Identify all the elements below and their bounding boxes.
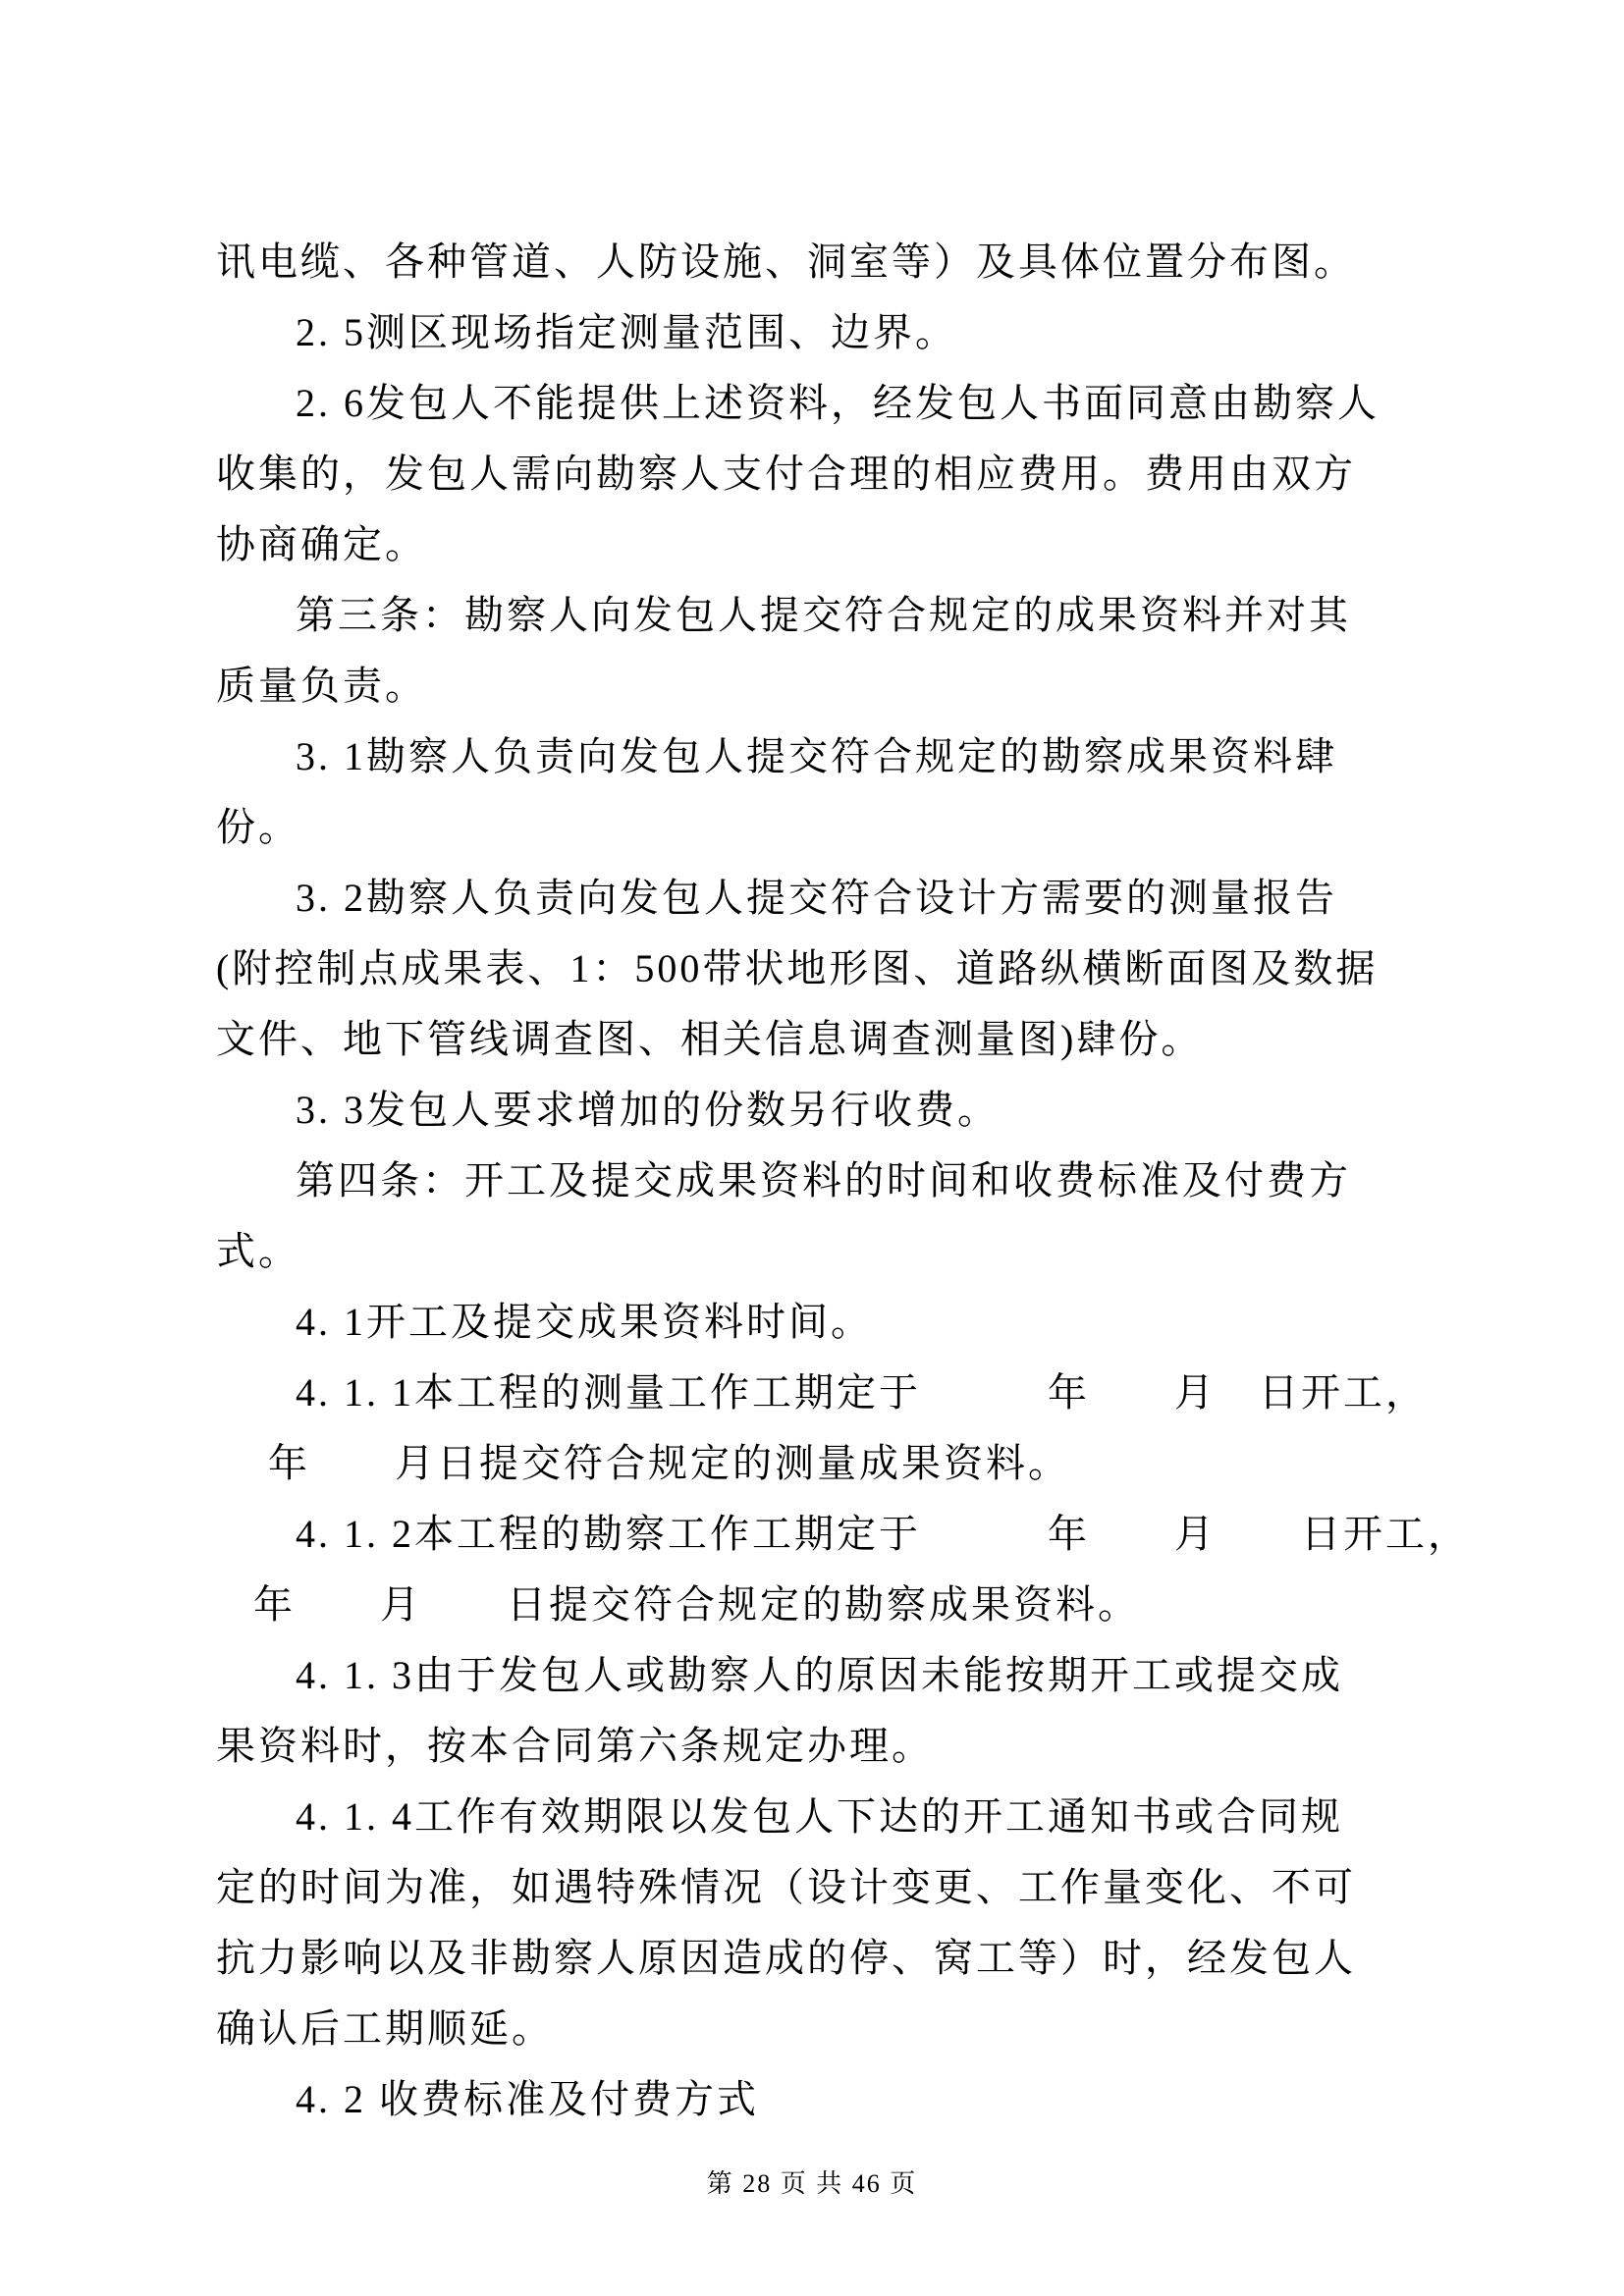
text-line: 4. 1. 2本工程的勘察工作工期定于 年 月 日开工， [296, 1512, 1470, 1556]
text-line: 4. 2 收费标准及付费方式 [296, 2077, 759, 2121]
text-line: (附控制点成果表、1：500带状地形图、道路纵横断面图及数据 [216, 946, 1379, 990]
page-number-text: 第 28 页 共 46 页 [706, 2169, 918, 2198]
text-line: 收集的，发包人需向勘察人支付合理的相应费用。费用由双方 [216, 452, 1356, 496]
text-line: 文件、地下管线调查图、相关信息调查测量图)肆份。 [216, 1017, 1204, 1061]
text-line: 协商确定。 [216, 522, 427, 566]
text-line: 果资料时，按本合同第六条规定办理。 [216, 1724, 934, 1768]
text-line: 3. 3发包人要求增加的份数另行收费。 [296, 1088, 1000, 1132]
text-line: 2. 5测区现场指定测量范围、边界。 [296, 310, 957, 354]
page-footer [0, 2163, 1624, 2200]
text-line: 年 月日提交符合规定的测量成果资料。 [268, 1441, 1070, 1485]
text-line: 2. 6发包人不能提供上述资料，经发包人书面同意由勘察人 [296, 381, 1380, 425]
text-line: 确认后工期顺延。 [216, 2006, 554, 2051]
text-line: 定的时间为准，如遇特殊情况（设计变更、工作量变化、不可 [216, 1865, 1356, 1909]
text-line: 4. 1. 4工作有效期限以发包人下达的开工通知书或合同规 [296, 1794, 1343, 1839]
text-line: 4. 1. 1本工程的测量工作工期定于 年 月 日开工， [296, 1370, 1428, 1415]
text-line: 4. 1. 3由于发包人或勘察人的原因未能按期开工或提交成 [296, 1653, 1343, 1697]
text-line: 份。 [216, 805, 300, 849]
document-body [216, 227, 1470, 2135]
text-line: 抗力影响以及非勘察人原因造成的停、窝工等）时，经发包人 [216, 1936, 1356, 1980]
text-line: 第三条：勘察人向发包人提交符合规定的成果资料并对其 [296, 593, 1351, 637]
text-line: 年 月 日提交符合规定的勘察成果资料。 [253, 1582, 1140, 1627]
text-line: 4. 1开工及提交成果资料时间。 [296, 1300, 873, 1344]
text-line: 质量负责。 [216, 664, 427, 708]
text-line: 式。 [216, 1229, 300, 1273]
text-line: 第四条：开工及提交成果资料的时间和收费标准及付费方 [296, 1158, 1351, 1202]
text-line: 3. 2勘察人负责向发包人提交符合设计方需要的测量报告 [296, 876, 1337, 920]
text-line: 3. 1勘察人负责向发包人提交符合规定的勘察成果资料肆 [296, 734, 1337, 778]
text-line: 讯电缆、各种管道、人防设施、洞室等）及具体位置分布图。 [216, 240, 1356, 284]
